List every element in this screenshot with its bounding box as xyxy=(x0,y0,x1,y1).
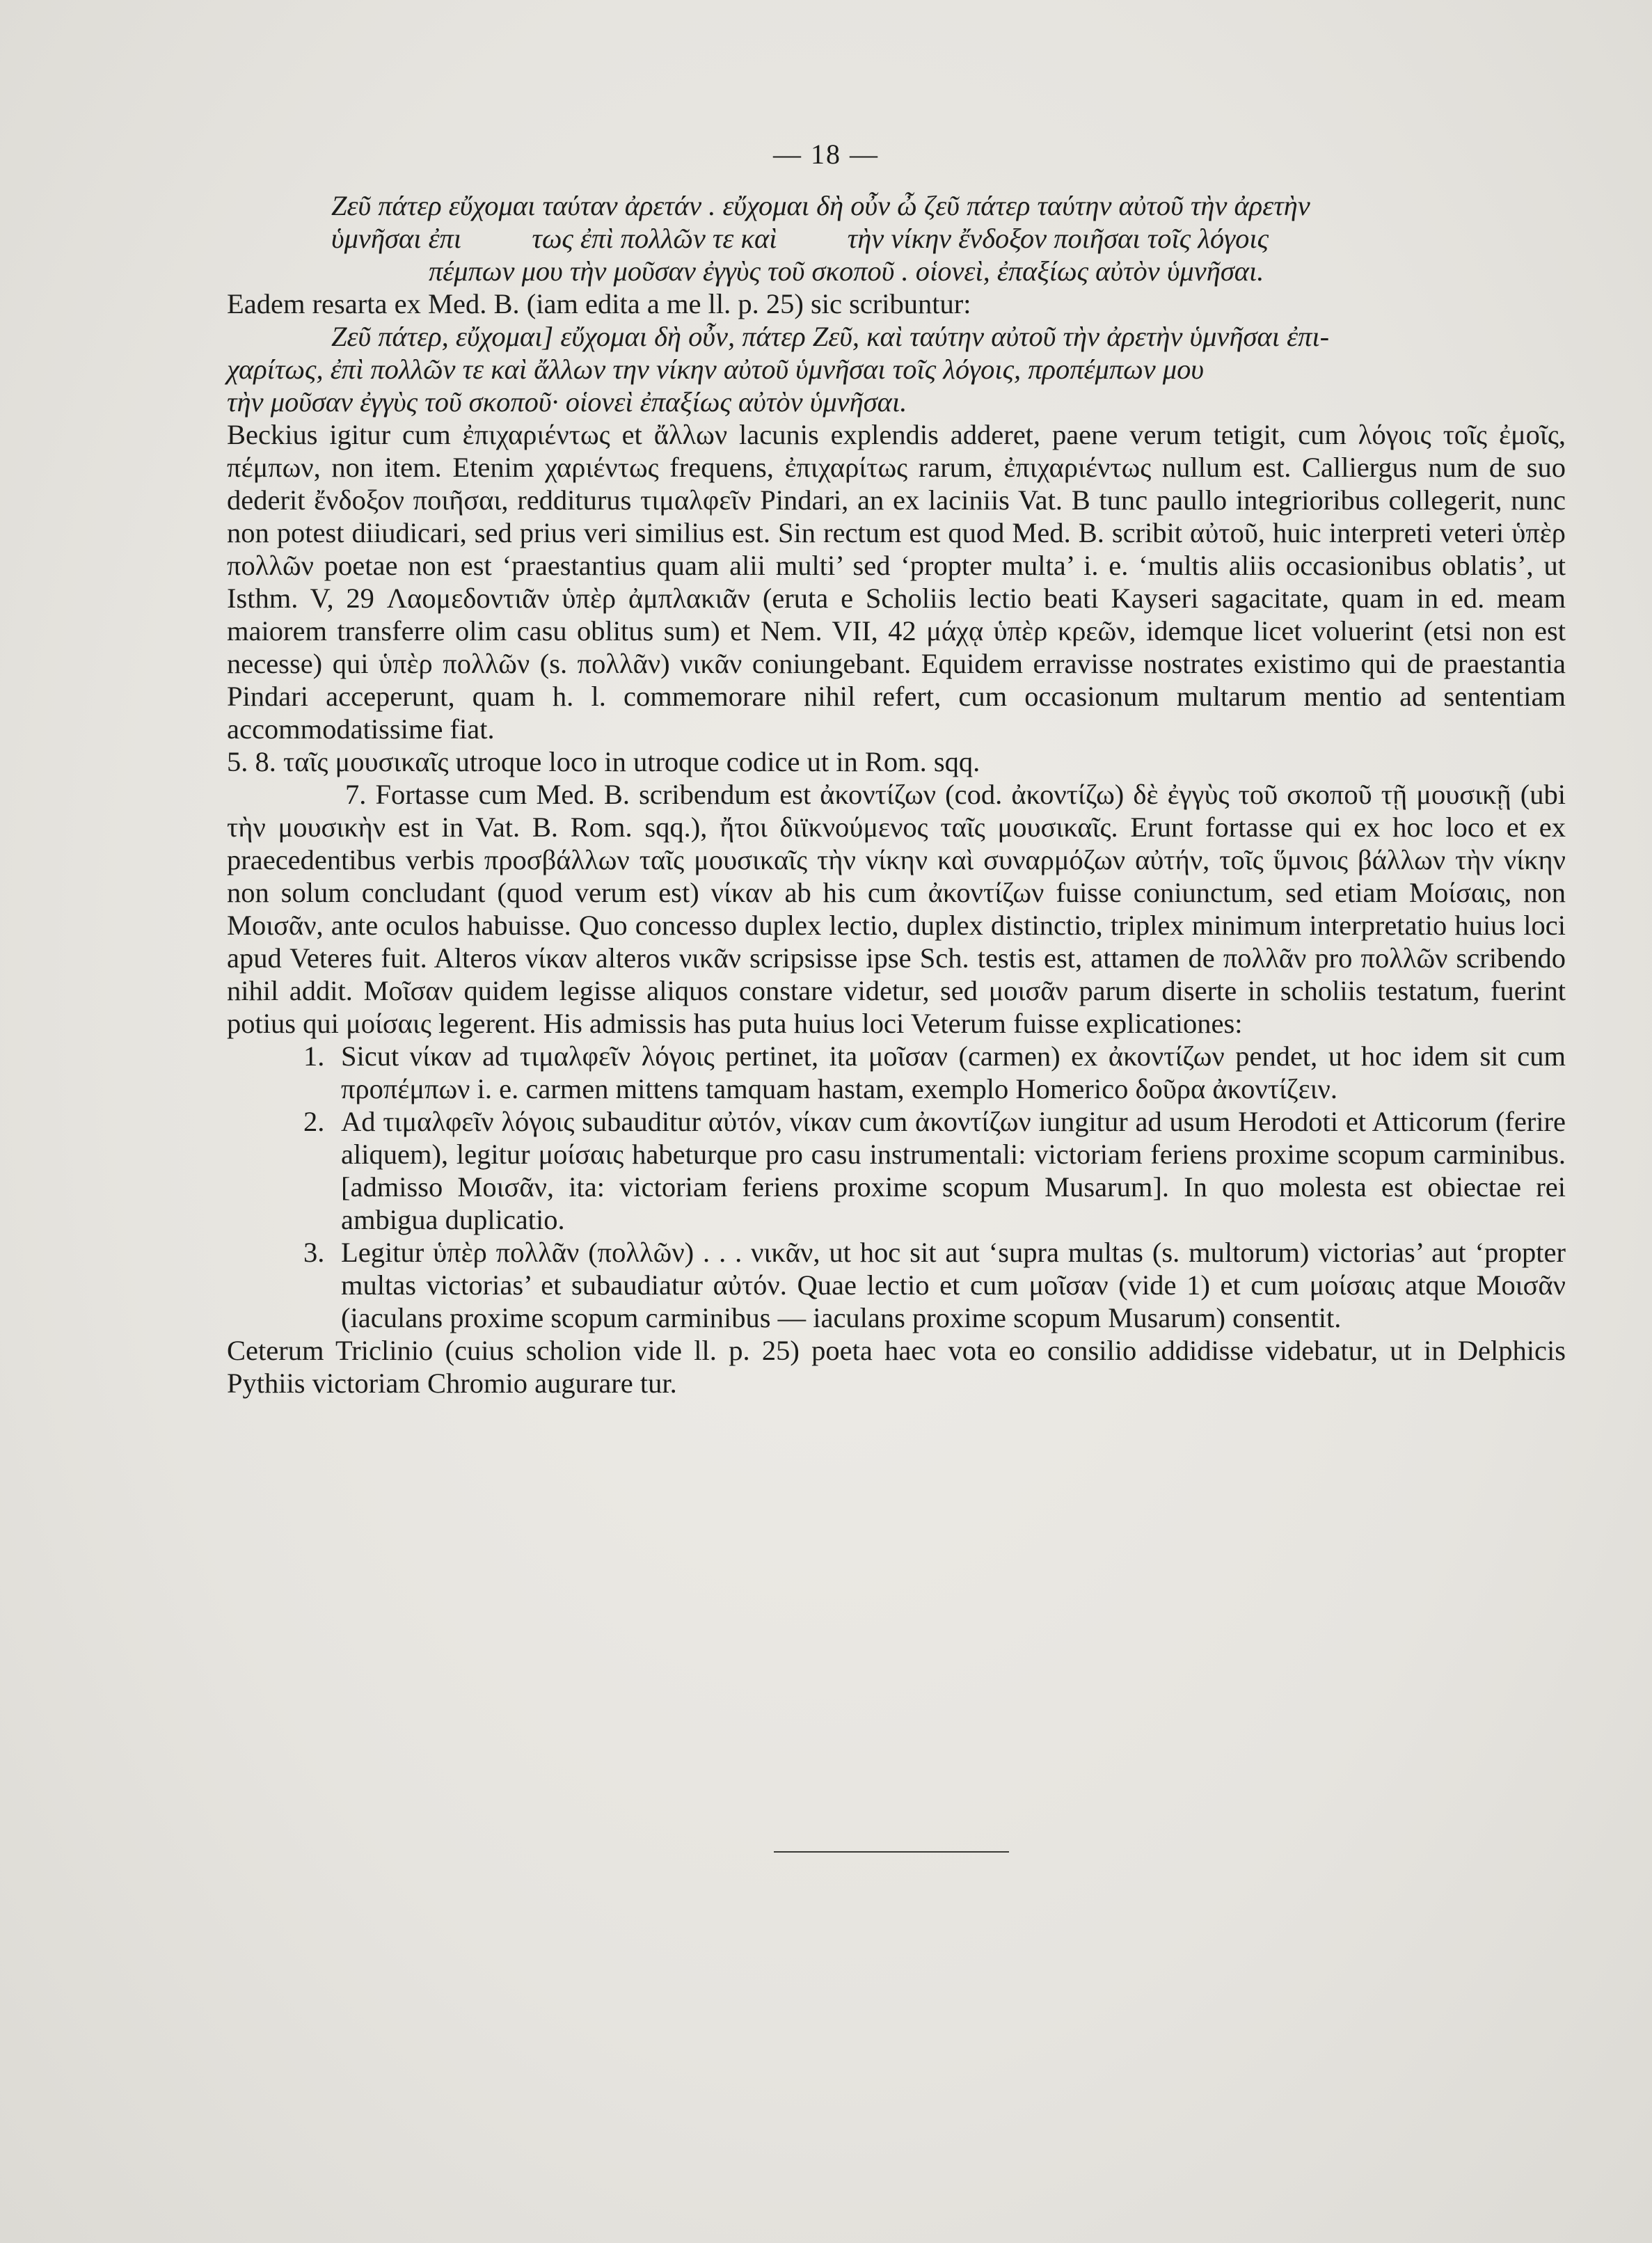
greek-line: πέμπων μου τὴν μοῦσαν ἐγγὺς τοῦ σκοποῦ . οἱονεὶ, ἐπαξίως αὐτὸν ὑμνῆσαι. xyxy=(429,255,1264,287)
page-number: — 18 — xyxy=(773,138,879,170)
list-item-text: Legitur ὑπὲρ πολλᾶν (πολλῶν) . . . νικᾶν, ut hoc sit aut ‘supra multas (s. multorum) victorias’ aut ‘propter multas victorias’ et subaudiatur αὐτόν. Quae lectio et cum μοῖσαν (vide 1) et cum μοίσαις atque Μοισᾶν (iaculans proxime scopum carminibus — iaculans proxime scopum Musarum) consentit. xyxy=(341,1237,1566,1333)
list-item-text: Ad τιμαλφεῖν λόγοις subauditur αὐτόν, νίκαν cum ἀκοντίζων iungitur ad usum Herodoti et Atticorum (ferire aliquem), legitur μοίσαις habeturque pro casu instrumentali: victoriam feriens proxime scopum carminibus. [admisso Μοισᾶν, ita: victoriam feriens proxime scopum Musarum]. In quo molesta est obiectae rei ambigua duplicatio. xyxy=(341,1106,1566,1235)
list-item-text: Sicut νίκαν ad τιμαλφεῖν λόγοις pertinet, ita μοῖσαν (carmen) ex ἀκοντίζων pendet, ut hoc idem sit cum προπέμπων i. e. carmen mittens tamquam hastam, exemplo Homerico δοῦρα ἀκοντίζειν. xyxy=(341,1040,1566,1104)
list-item xyxy=(227,1105,1566,1236)
list-item xyxy=(227,1040,1566,1105)
list-item-number: 1. xyxy=(303,1040,325,1072)
eadem-line: Eadem resarta ex Med. B. (iam edita a me ll. p. 25) sic scribuntur: xyxy=(227,288,971,319)
paragraph-beckius: Beckius igitur cum ἐπιχαριέντως et ἄλλων lacunis explendis adderet, paene verum tetigit, cum λόγοις τοῖς ἐμοῖς, πέμπων, non item. Etenim χαριέντως frequens, ἐπιχαρίτως rarum, ἐπιχαριέντως nullum est. Calliergus num de suo dederit ἔνδοξον ποιῆσαι, redditurus τιμαλφεῖν Pindari, an ex laciniis Vat. B tunc paullo integrioribus collegerit, nunc non potest diiudicari, sed prius veri similius est. Sin rectum est quod Med. B. scribit αὐτοῦ, huic interpreti veteri ὑπὲρ πολλῶν poetae non est ‘praestantius quam alii multi’ sed ‘propter multa’ i. e. ‘multis aliis occasionibus oblatis’, ut Isthm. V, 29 Λαομεδοντιᾶν ὑπὲρ ἀμπλακιᾶν (eruta e Scholiis lectio beati Kayseri sagacitate, quam in ed. meam maiorem transferre olim casu oblitus sum) et Nem. VII, 42 μάχᾳ ὑπὲρ κρεῶν, idemque licet voluerint (etsi non est necesse) qui ὑπὲρ πολλῶν (s. πολλᾶν) νικᾶν coniungebant. Equidem erravisse nostrates existimo qui de praestantia Pindari acceperunt, quam h. l. commemorare nihil refert, cum occasionum multarum mentio ad sententiam accommodatissime fiat. xyxy=(227,419,1566,745)
page-body xyxy=(227,189,1566,1400)
greek-quote-scholion xyxy=(227,189,1566,287)
list-item-number: 3. xyxy=(303,1237,325,1268)
paragraph-final: Ceterum Triclinio (cuius scholion vide ll. p. 25) poeta haec vota eo consilio addidisse videbatur, ut in Delphicis Pythiis victoriam Chromio augurare tur. xyxy=(227,1335,1566,1399)
paragraph-note-5: 5. 8. ταῖς μουσικαῖς utroque loco in utroque codice ut in Rom. sqq. xyxy=(227,746,980,777)
greek-line: Ζεῦ πάτερ εὔχομαι ταύταν ἀρετάν . εὔχομαι δὴ οὖν ὦ ζεῦ πάτερ ταύτην αὐτοῦ τὴν ἀρετὴν xyxy=(331,190,1310,221)
greek-quote-med-b xyxy=(227,320,1566,418)
greek-line: χαρίτως, ἐπὶ πολλῶν τε καὶ ἄλλων την νίκην αὐτοῦ ὑμνῆσαι τοῖς λόγοις, προπέμπων μου xyxy=(227,354,1204,385)
greek-line: τὴν μοῦσαν ἐγγὺς τοῦ σκοποῦ· οἱονεὶ ἐπαξίως αὐτὸν ὑμνῆσαι. xyxy=(227,386,907,418)
greek-line: ὑμνῆσαι ἐπι τως ἐπὶ πολλῶν τε καὶ τὴν νίκην ἔνδοξον ποιῆσαι τοῖς λόγοις xyxy=(331,223,1269,254)
closing-rule xyxy=(774,1851,1009,1853)
greek-line: Ζεῦ πάτερ, εὔχομαι] εὔχομαι δὴ οὖν, πάτερ Ζεῦ, καὶ ταύτην αὐτοῦ τὴν ἀρετὴν ὑμνῆσαι ἐπι- xyxy=(331,321,1330,352)
list-item-number: 2. xyxy=(303,1106,325,1137)
paragraph-note-7: 7. Fortasse cum Med. B. scribendum est ἀκοντίζων (cod. ἀκοντίζω) δὲ ἐγγὺς τοῦ σκοποῦ τῇ μουσικῇ (ubi τὴν μουσικὴν est in Vat. B. Rom. sqq.), ἤτοι διϊκνούμενος ταῖς μουσικαῖς. Erunt fortasse qui ex hoc loco et ex praecedentibus verbis προσβάλλων ταῖς μουσικαῖς τὴν νίκην καὶ συναρμόζων αὐτήν, τοῖς ὕμνοις βάλλων τὴν νίκην non solum concludant (quod verum est) νίκαν ab his cum ἀκοντίζων fuisse coniunctum, sed etiam Μοίσαις, non Μοισᾶν, ante oculos habuisse. Quo concesso duplex lectio, duplex distinctio, triplex minimum interpretatio huius loci apud Veteres fuit. Alteros νίκαν alteros νικᾶν scripsisse ipse Sch. testis est, attamen de πολλᾶν pro πολλῶν scribendo nihil addit. Μοῖσαν quidem legisse aliquos constare videtur, sed μοισᾶν parum diserte in scholiis testatum, fuerint potius qui μοίσαις legerent. His admissis has puta huius loci Veterum fuisse explicationes: xyxy=(227,779,1566,1039)
list-item xyxy=(227,1236,1566,1334)
